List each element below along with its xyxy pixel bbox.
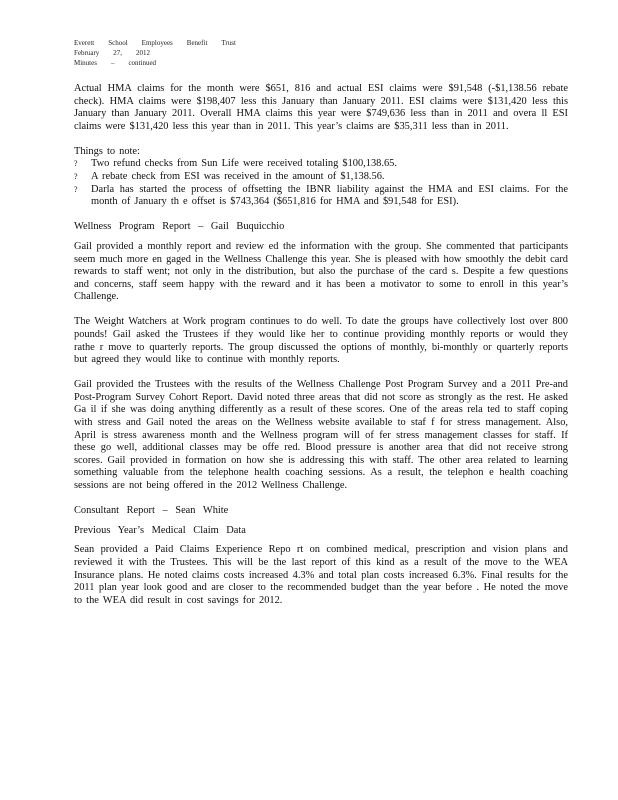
list-item: [74, 171, 568, 184]
wellness-paragraph: The Weight Watchers at Work program continues to do well. To date the groups have collectively lost over 800 pounds! Gail asked the Trustees if they would like her to continue providing monthly reports or would they rathe r move to quarterly reports. The group discussed the options of monthly, bi-monthly or quarterly reports but agreed they would like to continue with monthly reports.: [74, 316, 568, 366]
header-word: Trust: [221, 39, 236, 47]
header-word: –: [110, 59, 115, 67]
header-word: continued: [128, 59, 157, 67]
header-line-1: [74, 38, 568, 48]
header-word: Everett: [74, 39, 95, 47]
things-to-note-heading: Things to note:: [74, 145, 140, 157]
header-word: Benefit: [186, 39, 208, 47]
running-header: [74, 38, 568, 68]
consultant-paragraph: Sean provided a Paid Claims Experience Repo rt on combined medical, prescription and vision plans and reviewed it with the Trustees. This will be the last report of this kind as a result of the move to the WEA Insurance plans. He noted claims costs increased 4.3% and total plan costs increased 6.3%. Final results for the 2011 plan year look good and are closer to the recommended budget than the year before . He noted the move to the WEA did result in cost savings for 2012.: [74, 544, 568, 606]
header-word: Employees: [141, 39, 173, 47]
bullet-glyph-icon: ?: [74, 159, 78, 169]
wellness-heading: Wellness Program Report – Gail Buquicchio: [74, 221, 285, 233]
list-item-text: Two refund checks from Sun Life were received totaling $100,138.65.: [91, 158, 397, 170]
things-to-note-section: [74, 146, 568, 209]
claims-paragraph: Actual HMA claims for the month were $651, 816 and actual ESI claims were $91,548 (-$1,138.56 rebate check). HMA claims were $198,407 less this January than January 2011. ESI claims were $131,420 less this January than January 2011. Overall HMA claims this year were $749,636 less than in 2011 and overa ll ESI claims were $131,420 less this year than in 2011. This year’s claims are $35,311 less than in 2011.: [74, 83, 568, 132]
list-item-text: Darla has started the process of offsetting the IBNR liability against the HMA and ESI claims. For the month of January th e offset is $743,364 ($651,816 for HMA and $91,548 for ESI).: [91, 183, 568, 208]
consultant-heading: Consultant Report – Sean White: [74, 505, 229, 517]
list-item: [74, 158, 568, 171]
consultant-section: [74, 505, 568, 607]
bullet-glyph-icon: ?: [74, 172, 78, 182]
wellness-section: [74, 221, 568, 492]
header-word: 27,: [113, 49, 123, 57]
wellness-paragraph: Gail provided a monthly report and review ed the information with the group. She commented that participants seem much more en gaged in the Wellness Challenge this year. She is pleased with how smoothly the debit card rewards to staff went; not only in the distribution, but also the purchase of the card s. Despite a few questions and concerns, staff seem happy with the reward and it has been a motivator to some to enroll in this year’s Challenge.: [74, 240, 568, 303]
consultant-subheading: Previous Year’s Medical Claim Data: [74, 524, 246, 536]
list-item: [74, 184, 568, 209]
header-word: School: [108, 39, 128, 47]
things-to-note-list: [74, 158, 568, 208]
document-body: [74, 83, 568, 607]
header-word: 2012: [136, 49, 151, 57]
bullet-glyph-icon: ?: [74, 184, 78, 194]
header-line-2: [74, 48, 568, 58]
header-word: February: [74, 49, 100, 57]
list-item-text: A rebate check from ESI was received in the amount of $1,138.56.: [91, 171, 385, 183]
header-word: Minutes: [74, 59, 97, 67]
wellness-paragraph: Gail provided the Trustees with the results of the Wellness Challenge Post Program Survey and a 2011 Pre-and Post-Program Survey Cohort Report. David noted three areas that did not score as strongly as the rest. He asked Ga il if she was doing anything differently as a result of these scores. One of the areas rela ted to staff coping with stress and Gail noted the areas on the Wellness website available to staf f for stress management. Also, April is stress awareness month and the Wellness program will of fer stress management classes for staff. If these go well, additional classes may be offe red. Blood pressure is another area that did not receive strong scores. Gail provided in formation on how she is addressing this with staff. The other area related to learning something valuable from the telephone health coaching sessions. As a result, the telephon e health coaching sessions are not being offered in the 2012 Wellness Challenge.: [74, 379, 568, 492]
header-line-3: [74, 58, 568, 68]
